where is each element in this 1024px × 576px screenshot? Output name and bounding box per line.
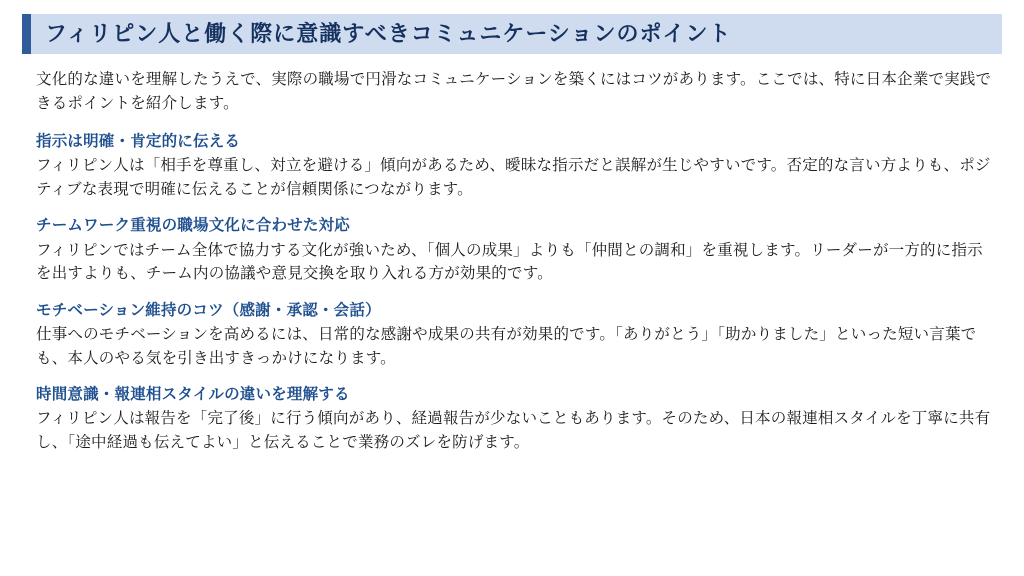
intro-paragraph: 文化的な違いを理解したうえで、実際の職場で円滑なコミュニケーションを築くにはコツがあります。ここでは、特に日本企業で実践できるポイントを紹介します。 [36, 71, 992, 113]
section-body-3: 仕事へのモチベーションを高めるには、日常的な感謝や成果の共有が効果的です。「ありがとう」「助かりました」といった短い言葉でも、本人のやる気を引き出すきっかけになります。 [36, 325, 977, 367]
section-block-2 [36, 214, 996, 285]
section-body-2: フィリピンではチーム全体で協力する文化が強いため、「個人の成果」よりも「仲間との調和」を重視します。リーダーが一方的に指示を出すよりも、チーム内の協議や意見交換を取り入れる方が効果的です。 [36, 241, 983, 283]
section-body-1: フィリピン人は「相手を尊重し、対立を避ける」傾向があるため、曖昧な指示だと誤解が生じやすいです。否定的な言い方よりも、ポジティブな表現で明確に伝えることが信頼関係につながります。 [36, 157, 991, 198]
section-block-3 [36, 299, 996, 370]
section-heading-1: 指示は明確・肯定的に伝える [36, 133, 241, 151]
section-heading-4: 時間意識・報連相スタイルの違いを理解する [36, 386, 350, 404]
section-heading-3: モチベーション維持のコツ（感謝・承認・会話） [36, 301, 381, 319]
page-title: フィリピン人と働く際に意識すべきコミュニケーションのポイント [45, 21, 732, 46]
section-block-1 [36, 130, 996, 201]
section-heading-2: チームワーク重視の職場文化に合わせた対応 [36, 217, 351, 235]
slide-title-band [22, 14, 1002, 54]
title-accent-bar [22, 14, 31, 54]
section-block-4 [36, 383, 996, 454]
section-body-4: フィリピン人は報告を「完了後」に行う傾向があり、経過報告が少ないこともあります。そのため、日本の報連相スタイルを丁寧に共有し、「途中経過も伝えてよい」と伝えることで業務のズレを防げます。 [36, 410, 991, 451]
slide-body [36, 68, 996, 467]
